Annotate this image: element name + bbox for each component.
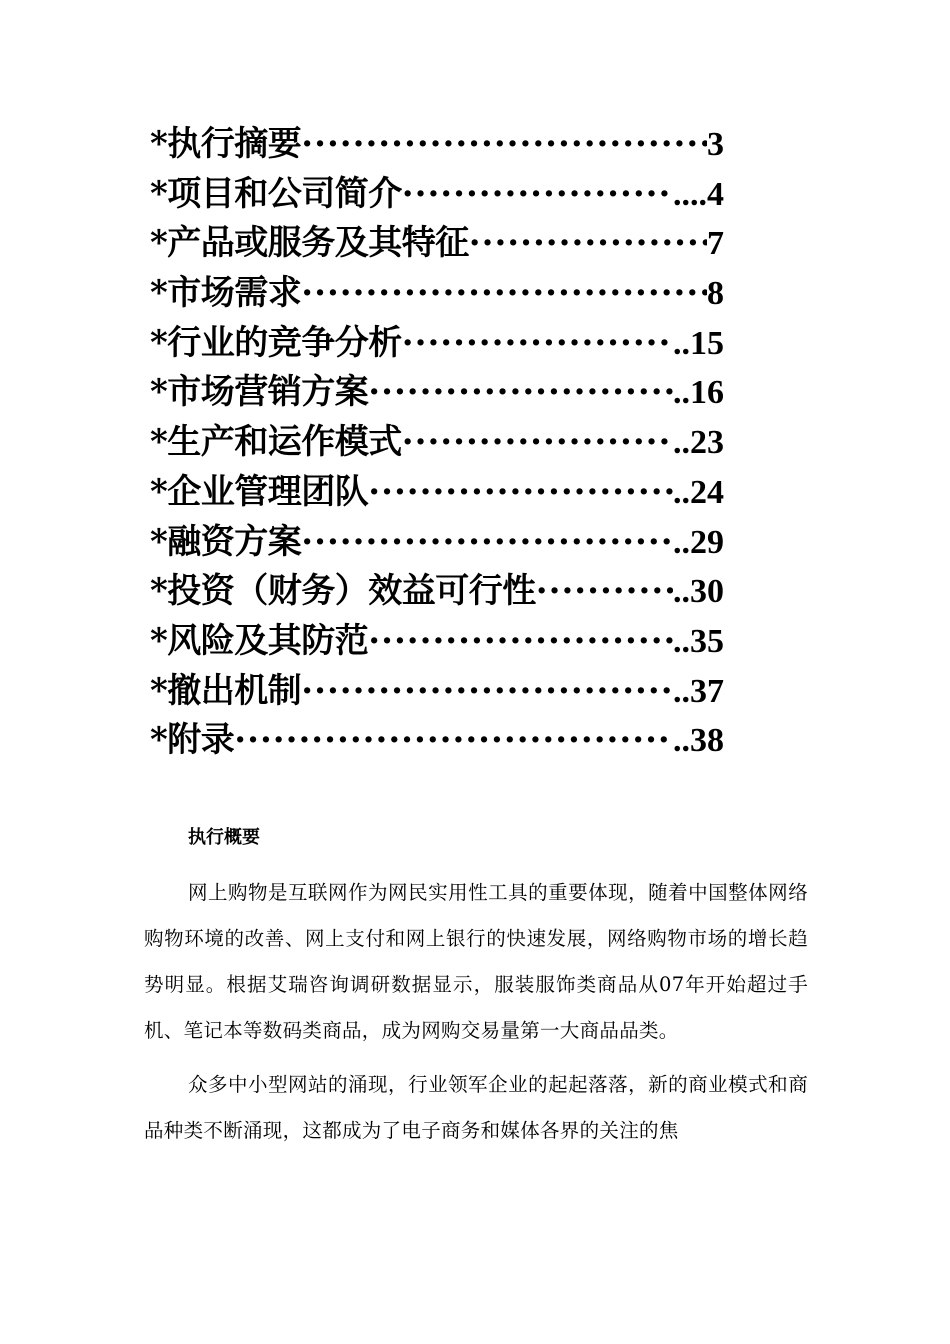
toc-entry-page: 8 [707,275,724,313]
toc-entry-title: *融资方案 [150,521,302,562]
toc-entry[interactable] [150,468,724,518]
toc-entry-title: *市场需求 [150,273,302,314]
toc-entry[interactable] [150,219,724,269]
toc-entry-title: *项目和公司简介 [150,173,402,214]
toc-dot-leader [536,567,673,617]
toc-dot-leader [402,319,673,369]
toc-entry[interactable] [150,269,724,319]
toc-entry-title: *生产和运作模式 [150,422,402,463]
toc-dot-leader [301,518,673,568]
toc-entry[interactable] [150,418,724,468]
toc-entry[interactable] [150,368,724,418]
toc-dot-leader [368,368,673,418]
toc-dot-leader [469,219,707,269]
toc-entry[interactable] [150,170,724,220]
toc-entry-page: ..24 [673,473,724,511]
toc-entry-page: ..37 [673,672,724,710]
toc-entry-title: *风险及其防范 [150,620,369,661]
toc-entry-title: *附录 [150,720,235,761]
toc-entry[interactable] [150,518,724,568]
toc-entry-title: *行业的竞争分析 [150,322,402,363]
toc-entry[interactable] [150,319,724,369]
toc-entry-page: ..16 [673,374,724,412]
toc-entry-title: *企业管理团队 [150,471,369,512]
toc-entry-page: ..15 [673,324,724,362]
toc-entry-title: *执行摘要 [150,124,302,164]
toc-entry[interactable] [150,667,724,717]
toc-entry-title: *市场营销方案 [150,372,369,413]
toc-entry-title: *撤出机制 [150,670,302,711]
toc-entry[interactable] [150,617,724,667]
toc-entry-page: ..30 [673,573,724,611]
toc-entry-page: ..29 [673,523,724,561]
toc-dot-leader [301,120,707,170]
toc-entry-page: 3 [707,126,724,163]
body-paragraph: 网上购物是互联网作为网民实用性工具的重要体现，随着中国整体网络购物环境的改善、网上支付和网上银行的快速发展，网络购物市场的增长趋势明显。根据艾瑞咨询调研数据显示，服装服饰类商品从07年开始超过手机、笔记本等数码类商品，成为网购交易量第一大商品品类。 [144,881,808,1042]
toc-entry[interactable] [150,716,724,766]
toc-entry-page: ..23 [673,424,724,462]
toc-entry-title: *产品或服务及其特征 [150,223,469,264]
toc-dot-leader [368,617,673,667]
toc-entry-title: *投资（财务）效益可行性 [150,571,536,612]
executive-summary-section [144,820,808,1162]
toc-entry-page: ....4 [673,175,724,213]
toc-entry-page: ..38 [673,722,724,760]
table-of-contents [150,120,724,766]
toc-dot-leader [368,468,673,518]
toc-entry[interactable] [150,120,724,170]
toc-dot-leader [402,170,673,220]
body-paragraph: 众多中小型网站的涌现，行业领军企业的起起落落，新的商业模式和商品种类不断涌现，这都成为了电子商务和媒体各界的关注的焦 [144,1073,808,1142]
toc-entry-page: 7 [707,225,724,263]
section-heading: 执行概要 [188,827,260,848]
toc-dot-leader [301,269,707,319]
toc-entry[interactable] [150,567,724,617]
toc-dot-leader [402,418,673,468]
toc-dot-leader [234,716,673,766]
toc-dot-leader [301,667,673,717]
toc-entry-page: ..35 [673,622,724,660]
